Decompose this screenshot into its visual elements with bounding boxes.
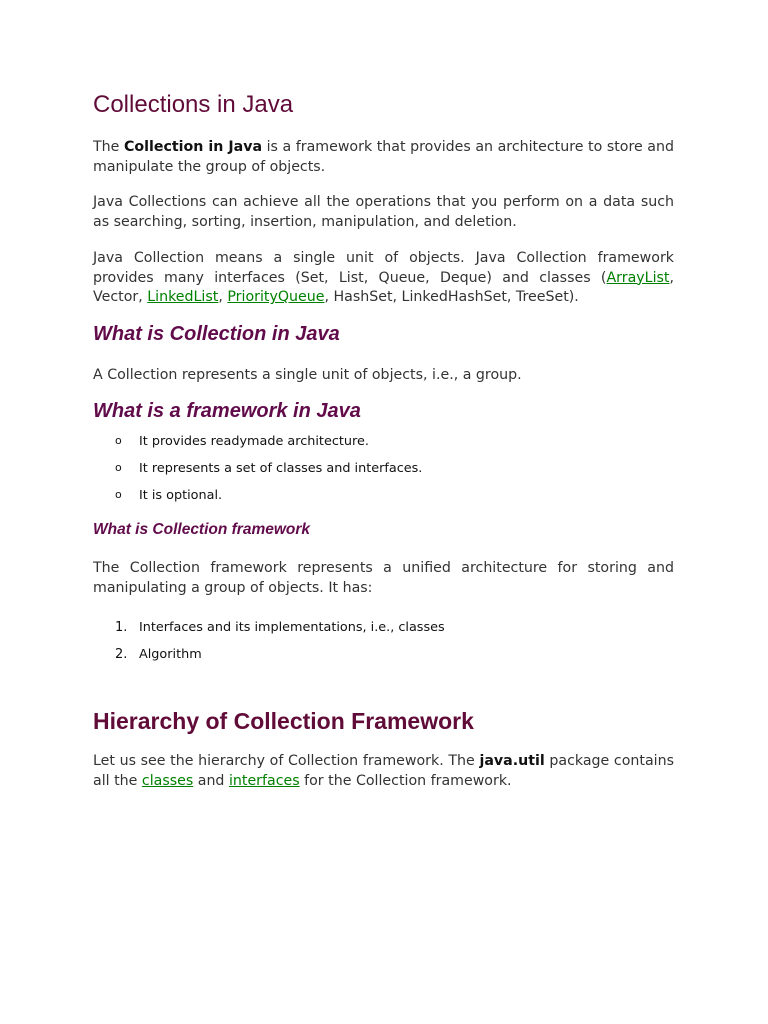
intro-p3-pre: Java Collection means a single unit of objects. Java Collection framework provides many interfaces (Set, List, Queue, Deque) and classes ( bbox=[93, 250, 674, 286]
intro-paragraph-1 bbox=[93, 138, 674, 177]
section4-text-pre: Let us see the hierarchy of Collection framework. The bbox=[93, 753, 480, 769]
arraylist-link[interactable]: ArrayList bbox=[606, 269, 670, 286]
java-util-bold: java.util bbox=[479, 753, 545, 769]
section-heading-collection: What is Collection in Java bbox=[93, 323, 340, 345]
list-item-text: Interfaces and its implementations, i.e., classes bbox=[139, 620, 445, 635]
bullet-marker: o bbox=[115, 461, 122, 474]
list-number: 1. bbox=[115, 620, 128, 635]
intro-p3-mid1: , Vector, bbox=[93, 269, 674, 305]
list-number: 2. bbox=[115, 647, 128, 662]
section4-text-mid2: and bbox=[193, 772, 229, 789]
interfaces-link[interactable]: interfaces bbox=[228, 772, 300, 789]
section3-text: The Collection framework represents a unified architecture for storing and manipulating a group of objects. It has: bbox=[93, 560, 674, 596]
page-title: Collections in Java bbox=[93, 91, 294, 118]
linkedlist-link[interactable]: LinkedList bbox=[147, 289, 219, 305]
list-item-text: It is optional. bbox=[139, 488, 223, 503]
intro-p1-bold: Collection in Java bbox=[123, 139, 263, 155]
list-item-text: It represents a set of classes and interfaces. bbox=[139, 461, 423, 476]
bullet-marker: o bbox=[115, 434, 122, 447]
section-heading-hierarchy: Hierarchy of Collection Framework bbox=[93, 708, 474, 734]
section-heading-collection-framework: What is Collection framework bbox=[93, 521, 311, 538]
intro-paragraph-2: Java Collections can achieve all the operations that you perform on a data such as searching, sorting, insertion, manipulation, and deletion. bbox=[93, 194, 674, 230]
intro-p3-mid2: , bbox=[218, 289, 228, 305]
intro-p1-post: is a framework that provides an architecture to store and manipulate the group of objects. bbox=[93, 139, 674, 175]
intro-p3-post: , HashSet, LinkedHashSet, TreeSet). bbox=[324, 289, 579, 305]
list-item-text: Algorithm bbox=[139, 647, 202, 662]
priorityqueue-link[interactable]: PriorityQueue bbox=[227, 289, 325, 305]
intro-paragraph-3 bbox=[93, 249, 674, 308]
list-item-text: It provides readymade architecture. bbox=[139, 434, 369, 449]
section-heading-framework: What is a framework in Java bbox=[93, 400, 361, 422]
section4-text bbox=[93, 752, 674, 791]
section4-text-post: for the Collection framework. bbox=[299, 772, 512, 789]
classes-link[interactable]: classes bbox=[141, 772, 194, 789]
bullet-marker: o bbox=[115, 488, 122, 501]
section4-text-mid1: package contains all the bbox=[93, 753, 674, 789]
intro-p1-pre: The bbox=[93, 139, 124, 155]
section1-text: A Collection represents a single unit of objects, i.e., a group. bbox=[93, 367, 522, 383]
